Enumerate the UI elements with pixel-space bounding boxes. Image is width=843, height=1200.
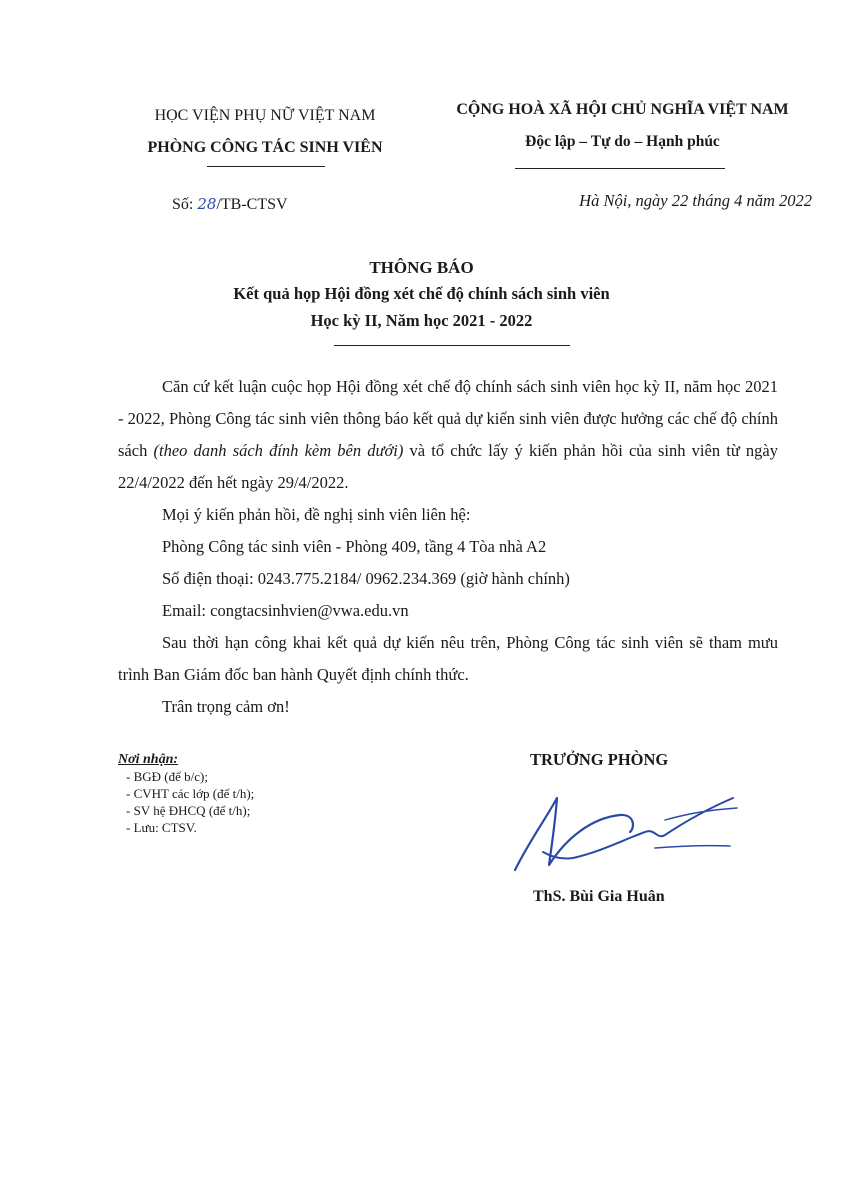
contact-office: Phòng Công tác sinh viên - Phòng 409, tầng 4 Tòa nhà A2 — [162, 537, 547, 556]
right-header-rule — [515, 168, 725, 169]
national-motto: Độc lập – Tự do – Hạnh phúc — [525, 133, 720, 150]
doc-number-prefix: Số: — [172, 196, 198, 213]
department-name: PHÒNG CÔNG TÁC SINH VIÊN — [147, 139, 383, 156]
left-header-rule — [207, 166, 325, 167]
national-title: CỘNG HOÀ XÃ HỘI CHỦ NGHĨA VIỆT NAM — [456, 101, 789, 118]
doc-number-handwritten: 28 — [197, 195, 217, 213]
closing-thanks: Trân trọng cảm ơn! — [162, 697, 290, 716]
body-paragraph-6: Sau thời hạn công khai kết quả dự kiến nêu trên, Phòng Công tác sinh viên sẽ tham mưu trình Ban Giám đốc ban hành Quyết định chính thức. — [118, 633, 778, 684]
contact-phone: Số điện thoại: 0243.775.2184/ 0962.234.369 (giờ hành chính) — [162, 569, 570, 588]
date-line: Hà Nội, ngày 22 tháng 4 năm 2022 — [579, 191, 812, 210]
document-term: Học kỳ II, Năm học 2021 - 2022 — [310, 311, 533, 330]
body-italic-note: (theo danh sách đính kèm bên dưới) — [153, 441, 404, 460]
signer-name: ThS. Bùi Gia Huân — [533, 888, 665, 905]
contact-email: Email: congtacsinhvien@vwa.edu.vn — [162, 601, 409, 620]
institution-name: HỌC VIỆN PHỤ NỮ VIỆT NAM — [154, 107, 376, 124]
doc-number-suffix: /TB-CTSV — [216, 196, 288, 213]
body-paragraph-1: Căn cứ kết luận cuộc họp Hội đồng xét chế độ chính sách sinh viên học kỳ II, năm học 2021 - 2022, Phòng Công tác sinh viên thông báo kết quả dự kiến sinh viên được hưởng các chế độ chính sách (theo danh sách đính kèm bên dưới) và tổ chức lấy ý kiến phản hồi của sinh viên từ ngày 22/4/2022 đến hết ngày 29/4/2022. — [118, 377, 778, 492]
recipient-item: - CVHT các lớp (để t/h); — [126, 786, 255, 801]
recipients-block — [118, 751, 254, 836]
document-body — [118, 371, 778, 723]
title-rule — [334, 345, 570, 346]
national-header — [425, 94, 820, 158]
signer-title: TRƯỞNG PHÒNG — [530, 750, 669, 769]
handwritten-signature — [505, 780, 745, 880]
document-number — [172, 195, 288, 214]
recipient-item: - BGĐ (để b/c); — [126, 769, 208, 784]
issuer-header — [100, 100, 430, 164]
document-subtitle: Kết quả họp Hội đồng xét chế độ chính sách sinh viên — [233, 284, 610, 303]
recipient-item: - SV hệ ĐHCQ (để t/h); — [126, 803, 251, 818]
recipient-item: - Lưu: CTSV. — [126, 820, 197, 835]
document-title: THÔNG BÁO — [369, 258, 474, 277]
body-paragraph-2: Mọi ý kiến phản hồi, đề nghị sinh viên liên hệ: — [162, 505, 471, 524]
recipients-title: Nơi nhận: — [118, 752, 179, 767]
